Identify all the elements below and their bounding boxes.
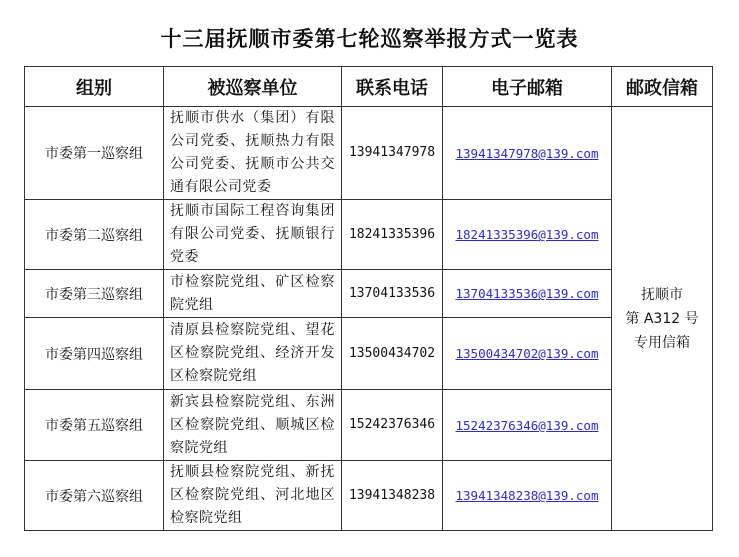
phone-cell (342, 200, 443, 270)
phone-cell (342, 390, 443, 461)
group-cell: 市委第四巡察组 (25, 318, 164, 390)
email-link[interactable]: 13941348238@139.com (455, 488, 599, 503)
group-cell: 市委第六巡察组 (25, 461, 164, 531)
group-cell: 市委第二巡察组 (25, 200, 164, 270)
table-row (25, 461, 713, 531)
email-link[interactable]: 18241335396@139.com (455, 227, 599, 242)
phone-cell (342, 318, 443, 390)
phone-cell (342, 107, 443, 200)
units-cell: 抚顺市供水（集团）有限公司党委、抚顺热力有限公司党委、抚顺市公共交通有限公司党委 (164, 107, 342, 200)
phone-cell (342, 270, 443, 318)
table-row (25, 318, 713, 390)
email-cell (443, 461, 612, 531)
phone-number: 18241335396 (348, 226, 436, 242)
email-link[interactable]: 13941347978@139.com (455, 145, 599, 161)
email-cell (443, 270, 612, 318)
header-phone: 联系电话 (342, 67, 443, 107)
header-group: 组别 (25, 67, 164, 107)
email-link[interactable]: 13500434702@139.com (455, 346, 599, 361)
table-row (25, 270, 713, 318)
mailbox-cell (612, 107, 713, 531)
email-cell (443, 107, 612, 200)
phone-number: 13500434702 (348, 345, 436, 361)
header-email: 电子邮箱 (443, 67, 612, 107)
email-link[interactable]: 15242376346@139.com (455, 417, 599, 433)
phone-number: 15242376346 (348, 417, 436, 432)
header-units: 被巡察单位 (164, 67, 342, 107)
phone-cell (342, 461, 443, 531)
mailbox-line-city: 抚顺市 (641, 286, 683, 303)
group-cell: 市委第五巡察组 (25, 390, 164, 461)
group-cell: 市委第三巡察组 (25, 270, 164, 318)
phone-number: 13704133536 (348, 285, 436, 301)
table-row (25, 390, 713, 461)
units-cell: 新宾县检察院党组、东洲区检察院党组、顺城区检察院党组 (164, 390, 342, 461)
header-mailbox: 邮政信箱 (612, 67, 713, 107)
units-cell: 清原县检察院党组、望花区检察院党组、经济开发区检察院党组 (164, 318, 342, 390)
group-cell: 市委第一巡察组 (25, 107, 164, 200)
header-row (25, 67, 713, 107)
units-cell: 市检察院党组、矿区检察院党组 (164, 270, 342, 318)
phone-number: 13941347978 (348, 145, 436, 160)
email-cell (443, 200, 612, 270)
mailbox-line-type: 专用信箱 (634, 334, 690, 351)
report-table (24, 66, 713, 531)
table-row (25, 200, 713, 270)
mailbox-line-number: 第 A312 号 (625, 310, 699, 327)
units-cell: 抚顺市国际工程咨询集团有限公司党委、抚顺银行党委 (164, 200, 342, 270)
phone-number: 13941348238 (348, 487, 436, 503)
email-link[interactable]: 13704133536@139.com (455, 286, 599, 301)
page-title: 十三届抚顺市委第七轮巡察举报方式一览表 (160, 26, 579, 51)
units-cell: 抚顺县检察院党组、新抚区检察院党组、河北地区检察院党组 (164, 461, 342, 531)
table-row (25, 107, 713, 200)
email-cell (443, 318, 612, 390)
email-cell (443, 390, 612, 461)
